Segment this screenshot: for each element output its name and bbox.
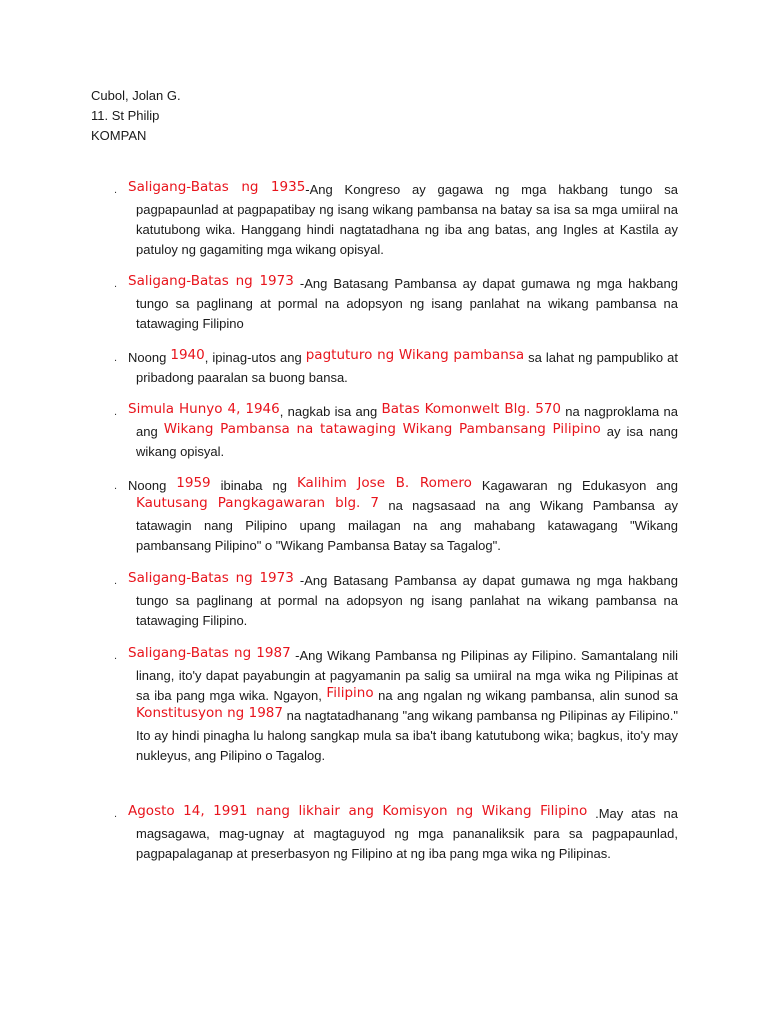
- text-run: .May atas na magsagawa, mag-ugnay at magtaguyod ng mga pananaliksik para sa pagpapaunlad, pagpapalaganap at preserbasyon ng Filipino at ng iba pang mga wika ng Pilipinas.: [136, 806, 678, 861]
- highlighted-term: pagtuturo ng Wikang pambansa: [305, 347, 525, 363]
- highlighted-term: Saligang-Batas ng 1987: [128, 645, 291, 661]
- highlighted-term: Simula Hunyo 4, 1946: [128, 401, 280, 417]
- bullet-marker: .: [114, 278, 118, 290]
- highlighted-term: Filipino: [326, 685, 374, 701]
- bullet-marker: .: [114, 406, 118, 418]
- highlighted-term: Saligang-Batas ng 1973: [128, 273, 294, 289]
- text-run: ay isa nang wikang opisyal.: [136, 424, 678, 459]
- text-run: sa lahat ng pampubliko at pribadong paaralan sa buong bansa.: [136, 350, 678, 385]
- item-text: [128, 475, 678, 556]
- highlighted-term: Wikang Pambansa na tatawaging Wikang Pambansang Pilipino: [163, 421, 601, 437]
- list-item: [114, 646, 678, 766]
- highlighted-term: Kalihim Jose B. Romero: [296, 475, 472, 491]
- item-text: [128, 347, 678, 388]
- item-text: [128, 273, 678, 334]
- text-run: Noong: [128, 350, 171, 365]
- text-run: , ipinag-utos ang: [204, 350, 306, 365]
- text-run: na nagsasaad na ang Wikang Pambansa ay tatawagin nang Pilipino upang mailagan na ang mahabang katawagang "Wikang pambansang Pilipino" o "Wikang Pambansa Batay sa Tagalog".: [136, 498, 678, 553]
- item-text: [128, 803, 678, 864]
- text-run: na nagproklama na ang: [136, 404, 678, 439]
- document-header: [91, 86, 181, 146]
- highlighted-term: 1959: [176, 475, 211, 491]
- bullet-marker: .: [114, 352, 118, 364]
- list-item: [114, 804, 678, 864]
- item-text: [128, 401, 678, 462]
- text-run: , nagkab isa ang: [279, 404, 382, 419]
- text-run: -Ang Batasang Pambansa ay dapat gumawa ng mga hakbang tungo sa paglinang at pormal na adopsyon ng isang panlahat na wikang pambansa na tatawaging Filipino.: [136, 573, 678, 628]
- list-item: [114, 476, 678, 556]
- highlighted-term: Konstitusyon ng 1987: [136, 705, 283, 721]
- list-item: [114, 402, 678, 462]
- text-run: na nagtatadhanang "ang wikang pambansa ng Pilipinas ay Filipino." Ito ay hindi pinagha lu halong sangkap mula sa iba't ibang katutubong wika; bagkus, ito'y may nukleyus, ang Pilipino o Tagalog.: [136, 708, 679, 763]
- item-text: [128, 645, 679, 766]
- text-run: Noong: [128, 478, 177, 493]
- list-item: [114, 571, 678, 631]
- highlighted-term: Saligang-Batas ng 1935: [128, 179, 306, 195]
- bullet-marker: .: [114, 808, 118, 820]
- text-run: ibinaba ng: [210, 478, 297, 493]
- list-item: [114, 180, 678, 260]
- text-run: -Ang Batasang Pambansa ay dapat gumawa ng mga hakbang tungo sa paglinang at pormal na adopsyon ng isang panlahat na wikang pambansa na tatawaging Filipino: [136, 276, 678, 331]
- highlighted-term: Saligang-Batas ng 1973: [128, 570, 294, 586]
- item-text: [128, 179, 678, 260]
- bullet-marker: .: [114, 650, 118, 662]
- item-text: [128, 570, 678, 631]
- bullet-marker: .: [114, 575, 118, 587]
- text-run: na ang ngalan ng wikang pambansa, alin sunod sa: [373, 688, 679, 703]
- author-name: Cubol, Jolan G.: [91, 88, 181, 103]
- text-run: Kagawaran ng Edukasyon ang: [471, 478, 678, 493]
- highlighted-term: 1940: [170, 347, 205, 363]
- highlighted-term: Batas Komonwelt Blg. 570: [381, 401, 561, 417]
- class-section: 11. St Philip: [91, 108, 160, 123]
- text-run: -Ang Wikang Pambansa ng Pilipinas ay Filipino. Samantalang nili linang, ito'y dapat payabungin at pagyamanin pa salig sa umiiral na mga wika ng Pilipinas at sa iba pang mga wika. Ngayon,: [136, 648, 678, 703]
- highlighted-term: Agosto 14, 1991 nang likhair ang Komisyon ng Wikang Filipino: [128, 803, 588, 819]
- bullet-marker: .: [114, 480, 118, 492]
- text-run: -Ang Kongreso ay gagawa ng mga hakbang tungo sa pagpapaunlad at pagpapatibay ng isang wikang pambansa na batay sa isa sa mga umiiral na katutubong wika. Hanggang hindi nagtatadhana ng iba ang batas, ang Ingles at Kastila ay patuloy ng gagamiting mga wikang opisyal.: [136, 182, 678, 257]
- subject-title: KOMPAN: [91, 128, 147, 143]
- list-item: [114, 274, 678, 334]
- list-item: [114, 348, 678, 388]
- highlighted-term: Kautusang Pangkagawaran blg. 7: [136, 495, 379, 511]
- bullet-marker: .: [114, 184, 118, 196]
